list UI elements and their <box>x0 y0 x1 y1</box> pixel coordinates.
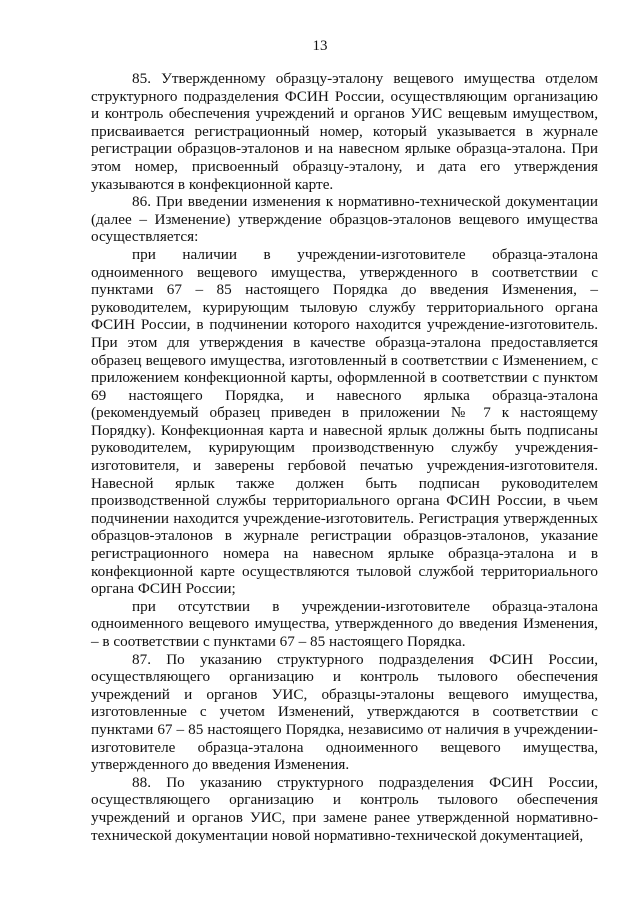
paragraph-86-item-2: при отсутствии в учреждении-изготовителе образца-эталона одноименного вещевого имущества, утвержденного до введения Изменения, – в соответствии с пунктами 67 – 85 настоящего Порядка. <box>91 597 598 650</box>
paragraph-87: 87. По указанию структурного подразделения ФСИН России, осуществляющего организацию и контроль тылового обеспечения учреждений и органов УИС, образцы-эталоны вещевого имущества, изготовленные с учетом Изменений, утверждаются в соответствии с пунктами 67 – 85 настоящего Порядка, независимо от наличия в учреждении-изготовителе образца-эталона одноименного вещевого имущества, утвержденного до введения Изменения. <box>91 650 598 774</box>
paragraph-86-item-1: при наличии в учреждении-изготовителе образца-эталона одноименного вещевого имущества, утвержденного в соответствии с пунктами 67 – 85 настоящего Порядка до введения Изменения, – руководителем, курирующим тыловую службу территориального органа ФСИН России, в подчинении которого находится учреждение-изготовитель. При этом для утверждения в качестве образца-эталона предоставляется образец вещевого имущества, изготовленный в соответствии с Изменением, с приложением конфекционной карты, оформленной в соответствии с пунктом 69 настоящего Порядка, и навесного ярлыка образца-эталона (рекомендуемый образец приведен в приложении № 7 к настоящему Порядку). Конфекционная карта и навесной ярлык должны быть подписаны руководителем, курирующим производственную службу учреждения-изготовителя, и заверены гербовой печатью учреждения-изготовителя. Навесной ярлык также должен быть подписан руководителем производственной службы территориального органа ФСИН России, в чьем подчинении находится учреждение-изготовитель. Регистрация утвержденных образцов-эталонов в журнале регистрации образцов-эталонов, указание регистрационного номера на навесном ярлыке образца-эталона и в конфекционной карте осуществляются тыловой службой территориального органа ФСИН России; <box>91 245 598 598</box>
document-body <box>91 70 598 844</box>
paragraph-88: 88. По указанию структурного подразделения ФСИН России, осуществляющего организацию и контроль тылового обеспечения учреждений и органов УИС, при замене ранее утвержденной нормативно-технической документации новой нормативно-технической документацией, <box>91 773 598 844</box>
paragraph-85: 85. Утвержденному образцу-эталону вещевого имущества отделом структурного подразделения ФСИН России, осуществляющим организацию и контроль обеспечения учреждений и органов УИС вещевым имуществом, присваивается регистрационный номер, который указывается в журнале регистрации образцов-эталонов и на навесном ярлыке образца-эталона. При этом номер, присвоенный образцу-эталону, и дата его утверждения указываются в конфекционной карте. <box>91 70 598 193</box>
paragraph-86: 86. При введении изменения к нормативно-технической документации (далее – Изменение) утверждение образцов-эталонов вещевого имущества осуществляется: <box>91 193 598 246</box>
page-number: 13 <box>312 38 328 54</box>
